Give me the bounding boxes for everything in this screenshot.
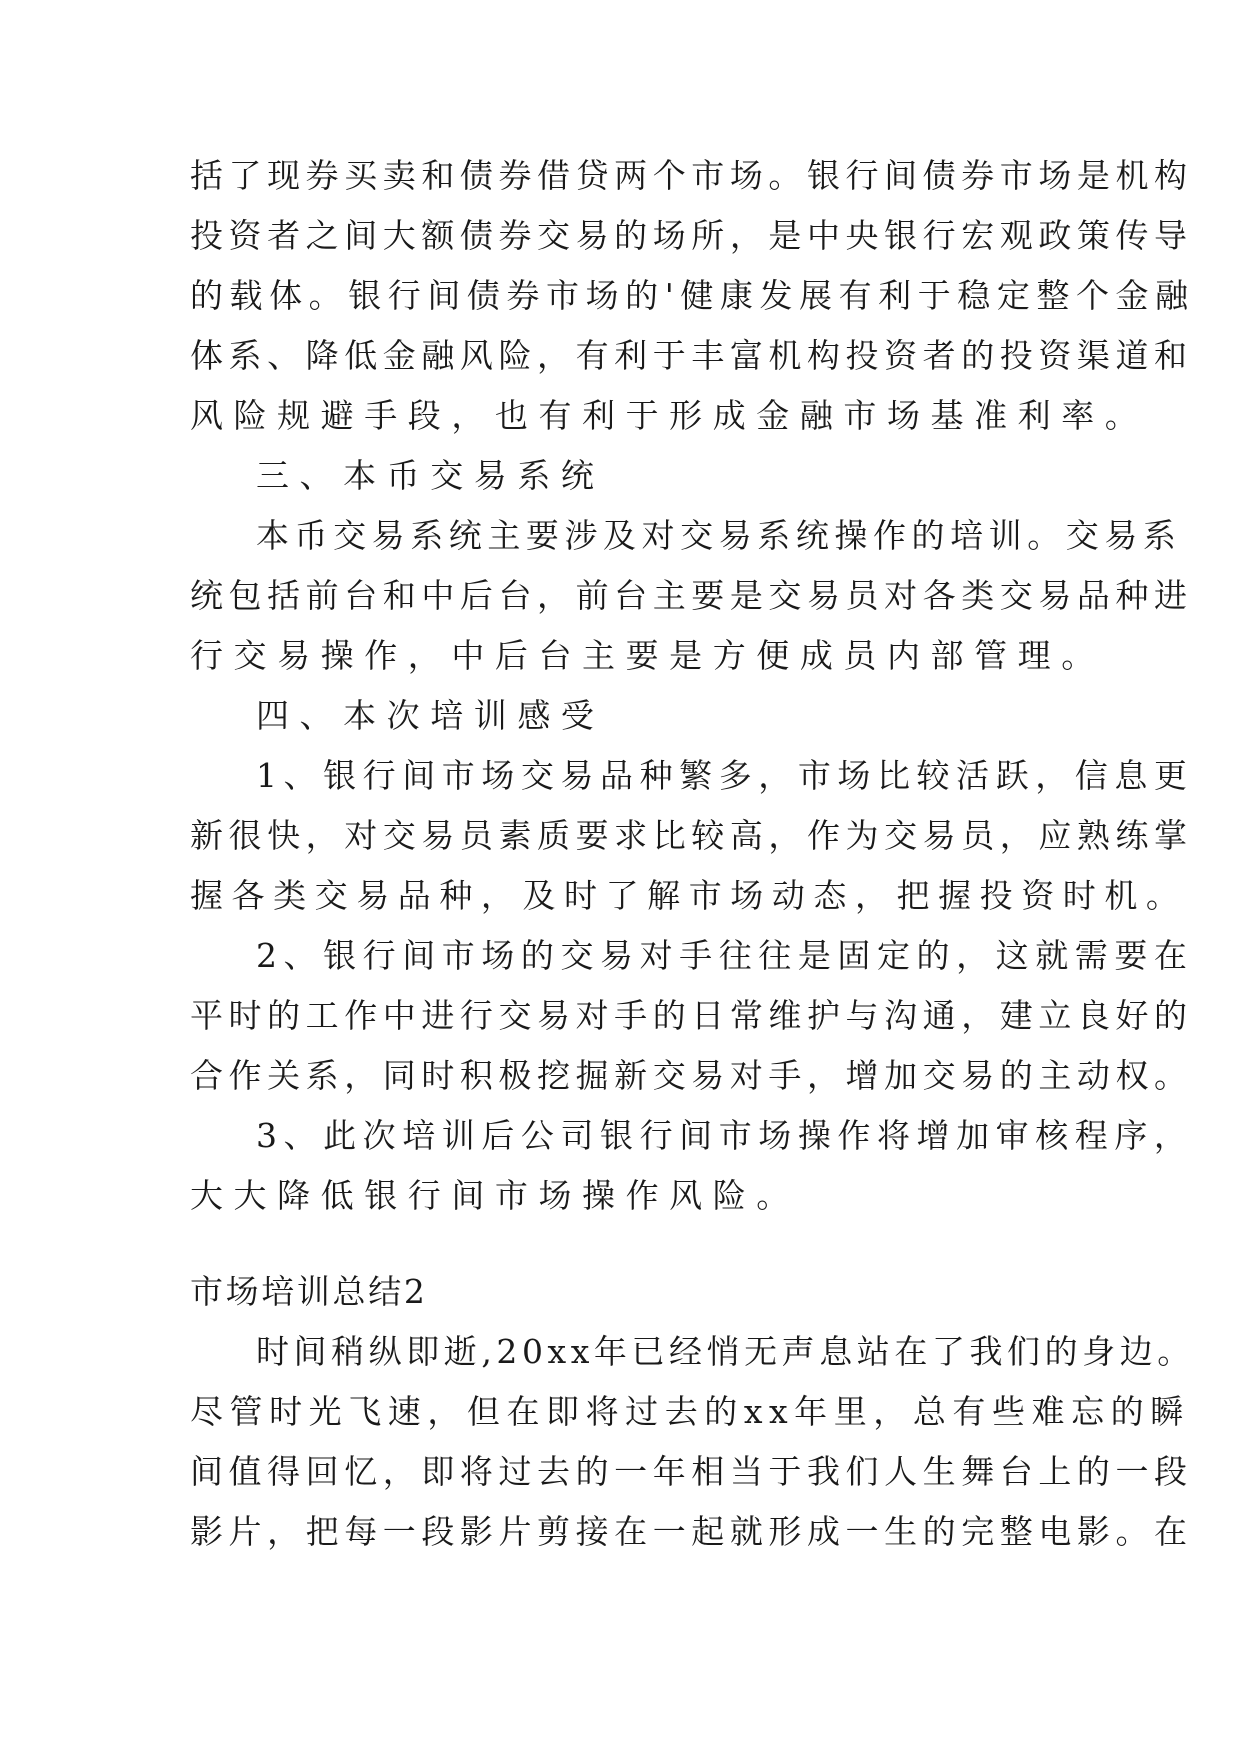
list-item-line: 合作关系，同时积极挖掘新交易对手，增加交易的主动权。 xyxy=(190,1056,1193,1095)
list-item-line: 1、银行间市场交易品种繁多，市场比较活跃，信息更 xyxy=(256,756,1194,795)
list-item-line: 新很快，对交易员素质要求比较高，作为交易员，应熟练掌 xyxy=(190,816,1193,855)
body-text-line: 尽管时光飞速，但在即将过去的xx年里，总有些难忘的瞬 xyxy=(190,1392,1190,1431)
section-heading: 三、本币交易系统 xyxy=(256,456,605,495)
body-text-line: 统包括前台和中后台，前台主要是交易员对各类交易品种进 xyxy=(190,576,1193,615)
list-item-line: 握各类交易品种，及时了解市场动态，把握投资时机。 xyxy=(190,876,1188,915)
body-text-line: 行交易操作，中后台主要是方便成员内部管理。 xyxy=(190,636,1105,675)
body-text-line: 时间稍纵即逝,20xx年已经悄无声息站在了我们的身边。 xyxy=(256,1332,1195,1371)
body-text-line: 的载体。银行间债券市场的'健康发展有利于稳定整个金融 xyxy=(190,276,1195,315)
section-heading: 四、本次培训感受 xyxy=(256,696,605,735)
list-item-line: 平时的工作中进行交易对手的日常维护与沟通，建立良好的 xyxy=(190,996,1193,1035)
body-text-line: 间值得回忆，即将过去的一年相当于我们人生舞台上的一段 xyxy=(190,1452,1193,1491)
list-item-line: 3、此次培训后公司银行间市场操作将增加审核程序， xyxy=(256,1116,1194,1155)
body-text-line: 括了现券买卖和债券借贷两个市场。银行间债券市场是机构 xyxy=(190,156,1193,195)
body-text-line: 风险规避手段，也有利于形成金融市场基准利率。 xyxy=(190,396,1149,435)
body-text-line: 体系、降低金融风险，有利于丰富机构投资者的投资渠道和 xyxy=(190,336,1193,375)
list-item-line: 大大降低银行间市场操作风险。 xyxy=(190,1176,800,1215)
body-text-line: 本币交易系统主要涉及对交易系统操作的培训。交易系 xyxy=(256,516,1182,555)
body-text-line: 投资者之间大额债券交易的场所，是中央银行宏观政策传导 xyxy=(190,216,1193,255)
body-text-line: 影片，把每一段影片剪接在一起就形成一生的完整电影。在 xyxy=(190,1512,1193,1551)
list-item-line: 2、银行间市场的交易对手往往是固定的，这就需要在 xyxy=(256,936,1194,975)
section-title: 市场培训总结2 xyxy=(190,1272,428,1311)
